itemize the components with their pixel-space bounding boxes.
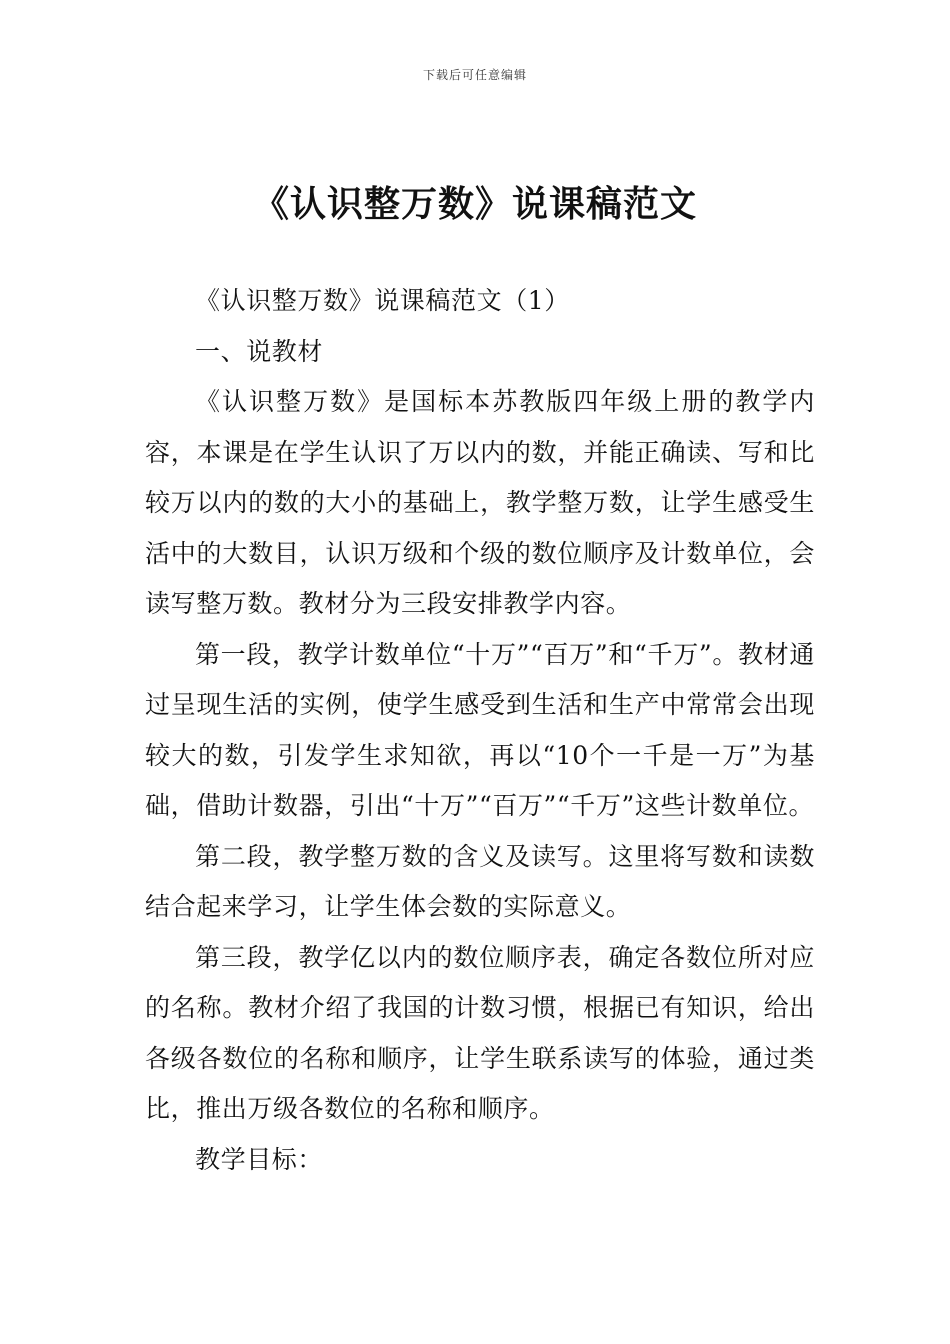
section-subtitle: 《认识整万数》说课稿范文（1） <box>195 286 570 315</box>
document-title: 《认识整万数》说课稿范文 <box>252 184 697 225</box>
paragraph: 第二段，教学整万数的含义及读写。这里将写数和读数结合起来学习，让学生体会数的实际意义。 <box>145 841 815 921</box>
section-heading: 教学目标： <box>195 1144 324 1174</box>
header-note: 下载后可任意编辑 <box>422 68 527 82</box>
section-heading: 一、说教材 <box>195 336 324 366</box>
document-body <box>145 276 815 1185</box>
paragraph: 第一段，教学计数单位“十万”“百万”和“千万”。教材通过呈现生活的实例，使学生感受到生活和生产中常常会出现较大的数，引发学生求知欲，再以“10个一千是一万”为基础，借助计数器，引出“十万”“百万”“千万”这些计数单位。 <box>145 639 815 820</box>
paragraph: 《认识整万数》是国标本苏教版四年级上册的教学内容，本课是在学生认识了万以内的数，并能正确读、写和比较万以内的数的大小的基础上，教学整万数，让学生感受生活中的大数目，认识万级和个级的数位顺序及计数单位，会读写整万数。教材分为三段安排教学内容。 <box>145 387 815 618</box>
paragraph: 第三段，教学亿以内的数位顺序表，确定各数位所对应的名称。教材介绍了我国的计数习惯，根据已有知识，给出各级各数位的名称和顺序，让学生联系读写的体验，通过类比，推出万级各数位的名称和顺序。 <box>145 942 815 1123</box>
